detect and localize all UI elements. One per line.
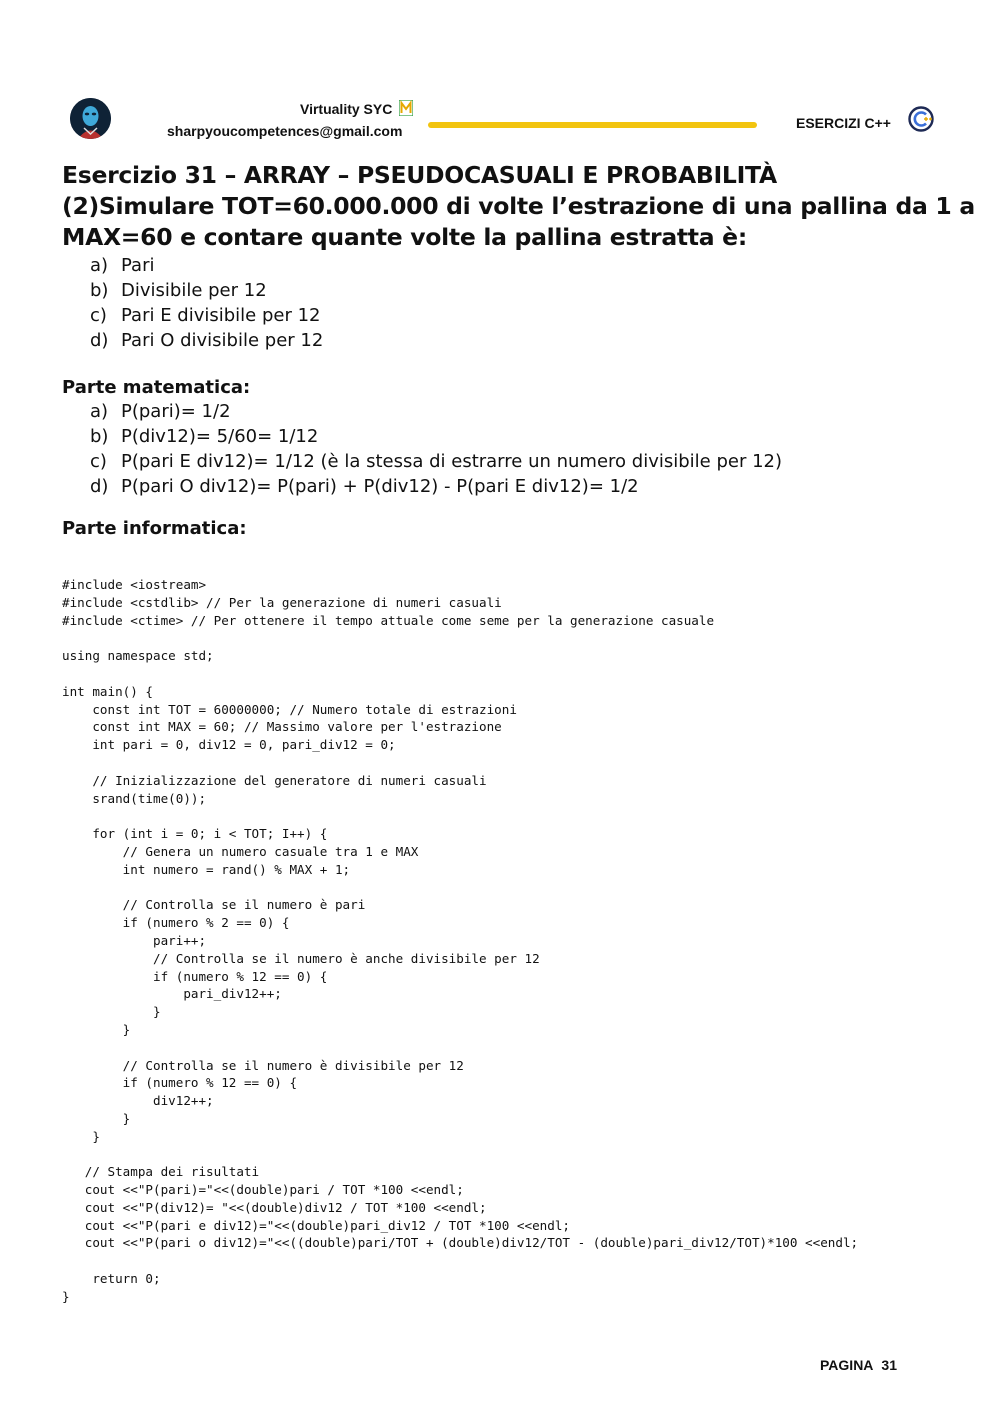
item-label: a)	[90, 255, 109, 276]
item-label: b)	[90, 280, 109, 301]
list-item	[90, 253, 323, 278]
info-heading: Parte informatica:	[62, 518, 247, 539]
list-item	[90, 424, 782, 449]
header-divider-bar	[428, 122, 757, 128]
list-item	[90, 328, 323, 353]
cpp-logo-icon	[908, 106, 934, 132]
item-label: c)	[90, 451, 107, 472]
item-text: Pari O divisibile per 12	[121, 330, 324, 351]
math-list	[90, 399, 782, 499]
item-text: P(div12)= 5/60= 1/12	[121, 426, 319, 447]
title-line: (2)Simulare TOT=60.000.000 di volte l’estrazione di una pallina da 1 a	[62, 192, 975, 220]
list-item	[90, 278, 323, 303]
item-text: Pari	[121, 255, 155, 276]
contact-email: sharpyoucompetences@gmail.com	[167, 123, 403, 139]
list-item	[90, 399, 782, 424]
code-block: #include <iostream> #include <cstdlib> // Per la generazione di numeri casuali #include <ctime> // Per ottenere il tempo attuale come seme per la generazione casuale using namespace std; int main() { const int TOT = 60000000; // Numero totale di estrazioni const int MAX = 60; // Massimo valore per l'estrazione int pari = 0, div12 = 0, pari_div12 = 0; // Inizializzazione del generatore di numeri casuali srand(time(0)); for (int i = 0; i < TOT; I++) { // Genera un numero casuale tra 1 e MAX int numero = rand() % MAX + 1; // Controlla se il numero è pari if (numero % 2 == 0) { pari++; // Controlla se il numero è anche divisibile per 12 if (numero % 12 == 0) { pari_div12++; } } // Controlla se il numero è divisibile per 12 if (numero % 12 == 0) { div12++; } } // Stampa dei risultati cout <<"P(pari)="<<(double)pari / TOT *100 <<endl; cout <<"P(div12)= "<<(double)div12 / TOT *100 <<endl; cout <<"P(pari e div12)="<<(double)pari_div12 / TOT *100 <<endl; cout <<"P(pari o div12)="<<((double)pari/TOT + (double)div12/TOT - (double)pari_div12/TOT)*100 <<endl; return 0; }	[62, 577, 859, 1304]
item-label: b)	[90, 426, 109, 447]
brand-name	[300, 100, 413, 117]
title-line: Esercizio 31 – ARRAY – PSEUDOCASUALI E PROBABILITÀ	[62, 161, 777, 189]
exercise-title	[62, 160, 975, 253]
math-heading: Parte matematica:	[62, 377, 251, 398]
item-text: P(pari O div12)= P(pari) + P(div12) - P(pari E div12)= 1/2	[121, 476, 639, 497]
item-text: Pari E divisibile per 12	[121, 305, 321, 326]
page-label: PAGINA	[820, 1357, 874, 1373]
item-label: a)	[90, 401, 109, 422]
page-footer	[820, 1357, 897, 1373]
page-number: 31	[881, 1357, 897, 1373]
item-text: Divisibile per 12	[121, 280, 267, 301]
list-item	[90, 303, 323, 328]
question-list	[90, 253, 323, 353]
item-label: d)	[90, 330, 109, 351]
list-item	[90, 449, 782, 474]
m-logo-icon	[399, 100, 413, 116]
title-line: MAX=60 e contare quante volte la pallina estratta è:	[62, 223, 747, 251]
section-label: ESERCIZI C++	[796, 115, 891, 131]
item-text: P(pari E div12)= 1/12 (è la stessa di estrarre un numero divisibile per 12)	[121, 451, 782, 472]
item-text: P(pari)= 1/2	[121, 401, 231, 422]
list-item	[90, 474, 782, 499]
item-label: d)	[90, 476, 109, 497]
avatar-logo	[70, 98, 111, 139]
item-label: c)	[90, 305, 107, 326]
brand-text: Virtuality SYC	[300, 101, 393, 117]
